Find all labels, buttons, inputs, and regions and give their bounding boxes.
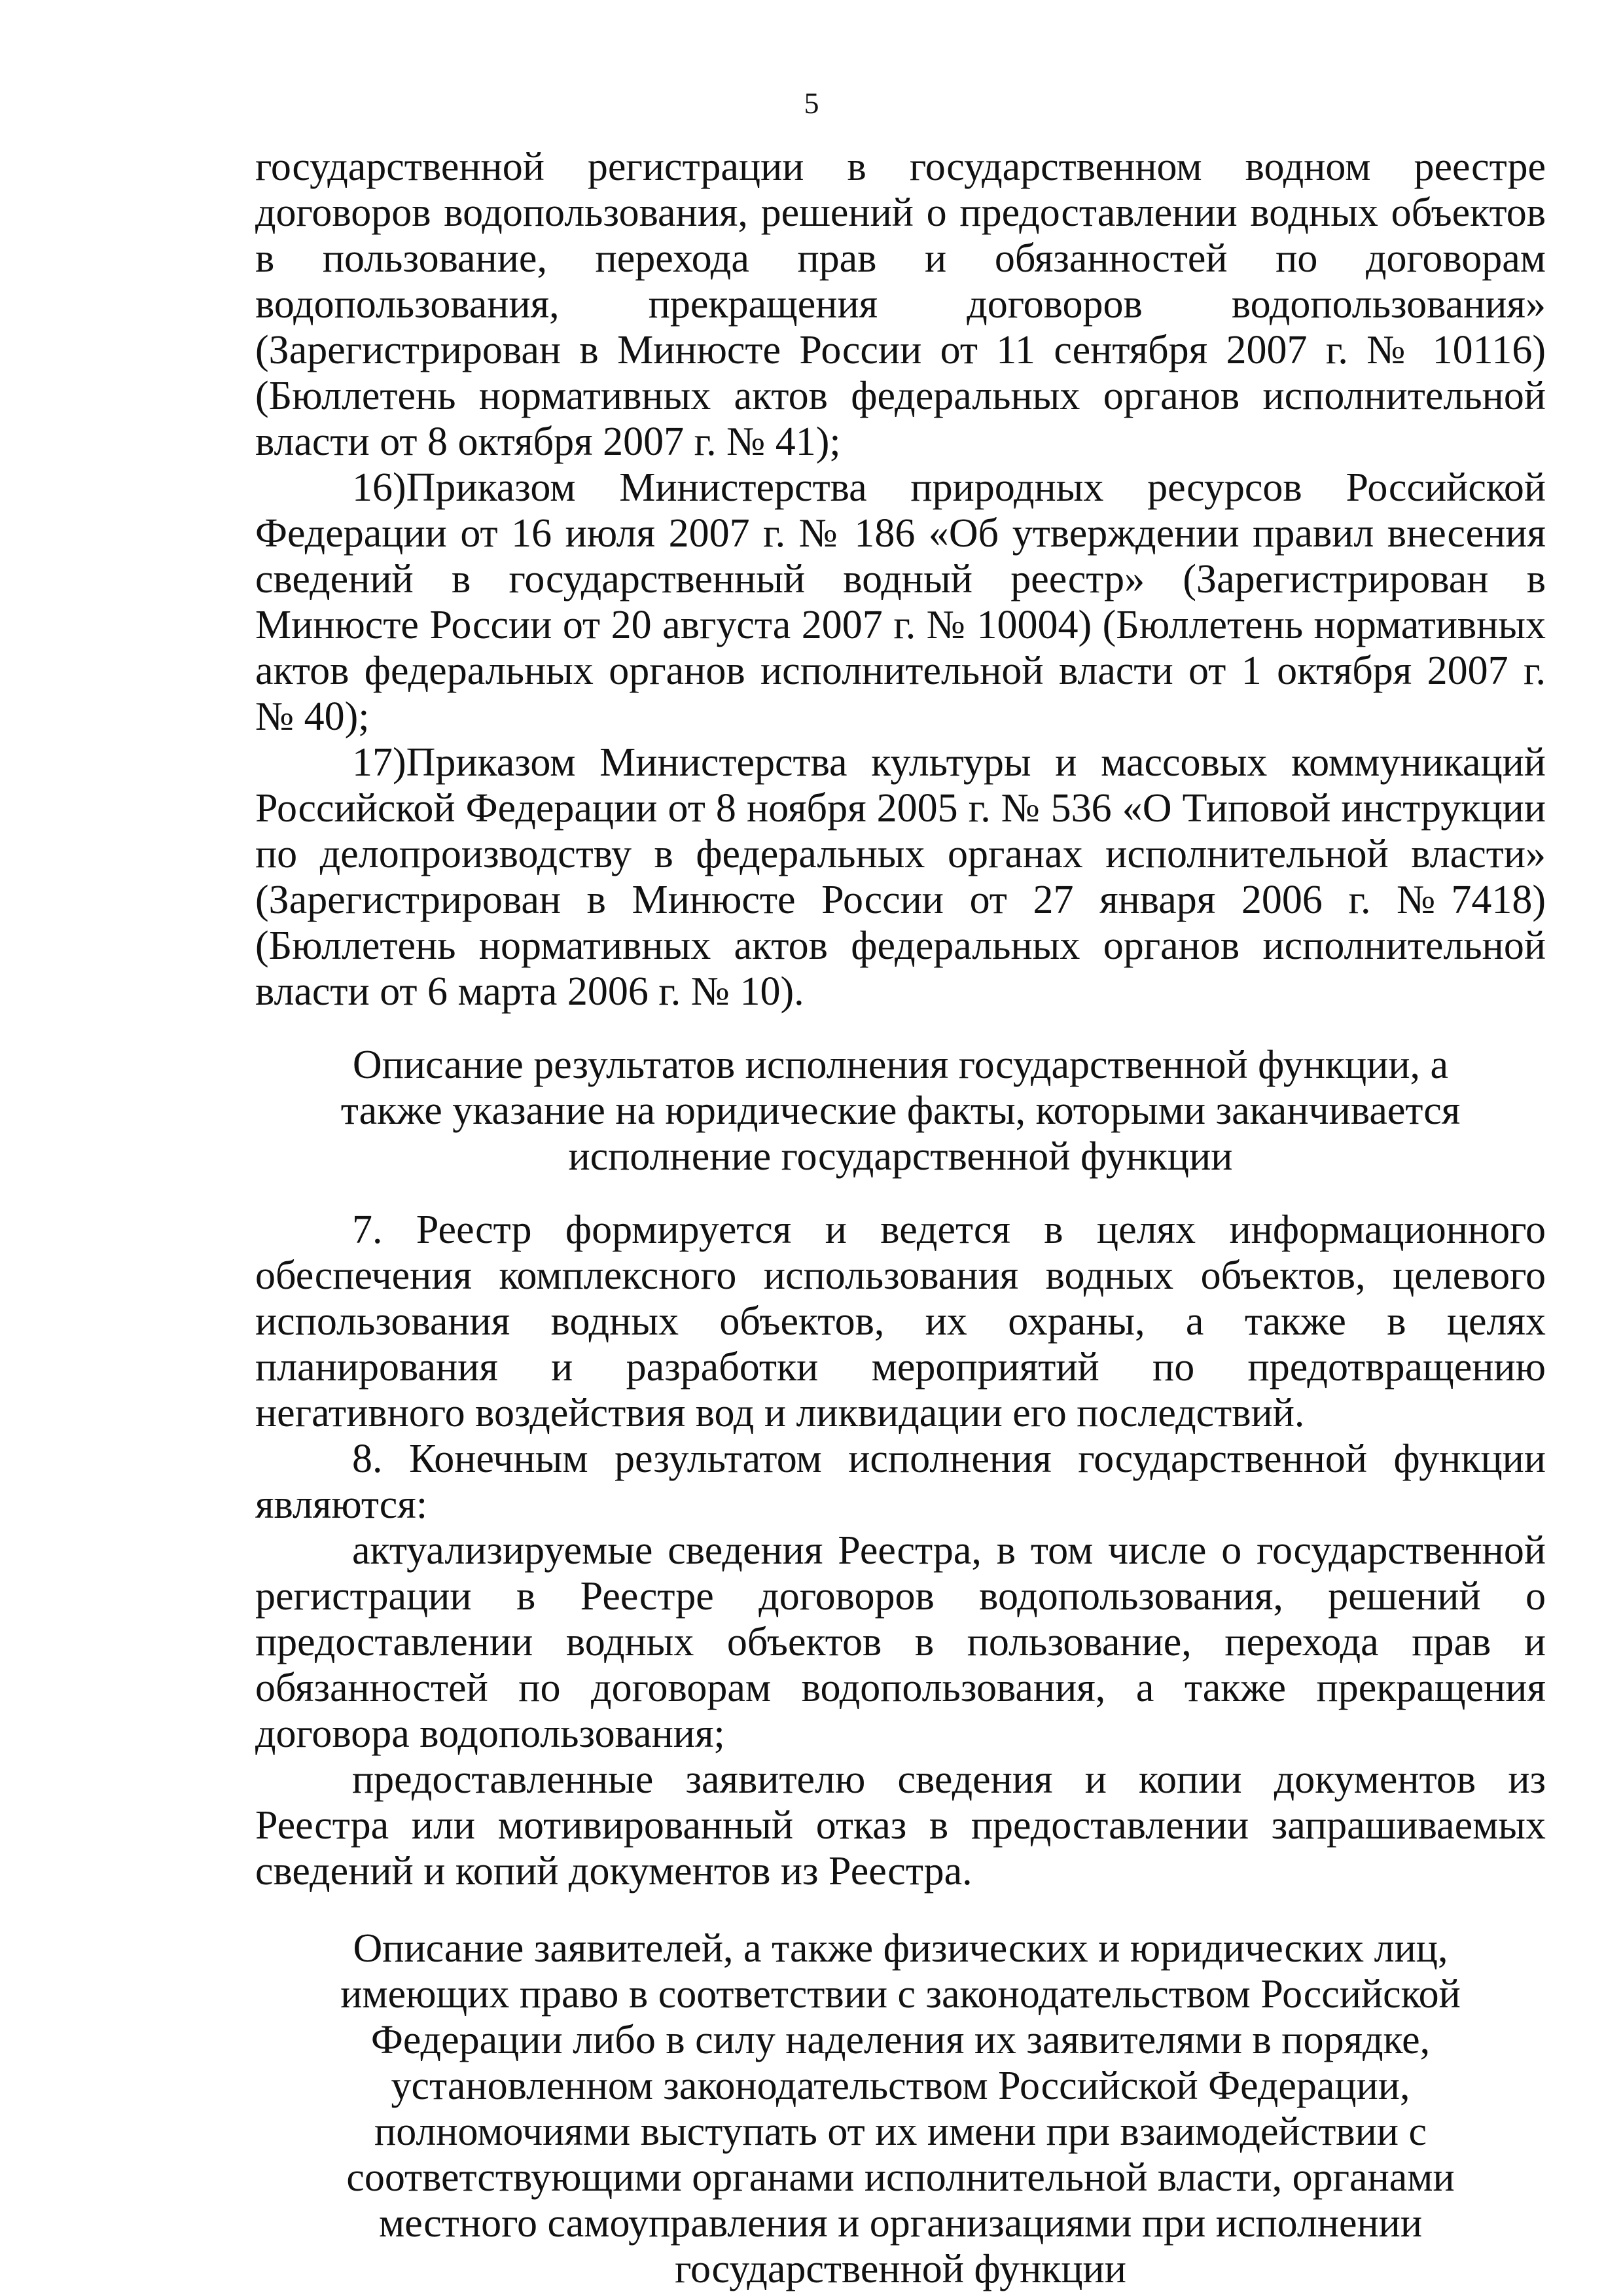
heading-line: полномочиями выступать от их имени при взаимодействии с bbox=[374, 2109, 1427, 2154]
heading-line: Описание результатов исполнения государственной функции, а bbox=[352, 1043, 1449, 1087]
heading-line: государственной функции bbox=[675, 2247, 1126, 2291]
paragraph-continued-item-15: государственной регистрации в государственном водном реестре договоров водопользования, решений о предоставлении водных объектов в пользование, перехода прав и обязанностей по договорам водопользования, прекращения договоров водопользования» (Зарегистрирован в Минюсте России от 11 сентября 2007 г. № 10116) (Бюллетень нормативных актов федеральных органов исполнительной власти от 8 октября 2007 г. № 41); bbox=[255, 145, 1546, 464]
paragraph-item-16: 16)Приказом Министерства природных ресурсов Российской Федерации от 16 июля 2007 г. № 186 «Об утверждении правил внесения сведений в государственный водный реестр» (Зарегистрирован в Минюсте России от 20 августа 2007 г. № 10004) (Бюллетень нормативных актов федеральных органов исполнительной власти от 1 октября 2007 г. № 40); bbox=[255, 465, 1546, 739]
document-body bbox=[255, 144, 1546, 2292]
paragraph-item-8-result-b: предоставленные заявителю сведения и копии документов из Реестра или мотивированный отказ в предоставлении запрашиваемых сведений и копий документов из Реестра. bbox=[255, 1757, 1546, 1893]
heading-line: соответствующими органами исполнительной власти, органами bbox=[346, 2155, 1455, 2200]
paragraph-item-8: 8. Конечным результатом исполнения государственной функции являются: bbox=[255, 1437, 1546, 1527]
section-heading-applicants bbox=[255, 1926, 1546, 2292]
section-heading-results bbox=[255, 1042, 1546, 1179]
heading-line: имеющих право в соответствии с законодательством Российской bbox=[340, 1972, 1461, 2017]
page-number: 5 bbox=[804, 86, 819, 120]
paragraph-item-7: 7. Реестр формируется и ведется в целях информационного обеспечения комплексного использования водных объектов, целевого использования водных объектов, их охраны, а также в целях планирования и разработки мероприятий по предотвращению негативного воздействия вод и ликвидации его последствий. bbox=[255, 1208, 1546, 1435]
heading-line: Федерации либо в силу наделения их заявителями в порядке, bbox=[370, 2018, 1431, 2062]
paragraph-item-8-result-a: актуализируемые сведения Реестра, в том числе о государственной регистрации в Реестре договоров водопользования, решений о предоставлении водных объектов в пользование, перехода прав и обязанностей по договорам водопользования, а также прекращения договора водопользования; bbox=[255, 1528, 1546, 1756]
heading-line: установленном законодательством Российской Федерации, bbox=[391, 2064, 1410, 2108]
heading-line: исполнение государственной функции bbox=[568, 1134, 1233, 1179]
heading-line: Описание заявителей, а также физических и юридических лиц, bbox=[353, 1926, 1448, 1971]
heading-line: также указание на юридические факты, которыми заканчивается bbox=[340, 1088, 1461, 1133]
heading-line: местного самоуправления и организациями при исполнении bbox=[378, 2201, 1423, 2246]
paragraph-item-17: 17)Приказом Министерства культуры и массовых коммуникаций Российской Федерации от 8 ноября 2005 г. № 536 «О Типовой инструкции по делопроизводству в федеральных органах исполнительной власти» (Зарегистрирован в Минюсте России от 27 января 2006 г. №7418) (Бюллетень нормативных актов федеральных органов исполнительной власти от 6 марта 2006 г. № 10). bbox=[255, 740, 1546, 1014]
